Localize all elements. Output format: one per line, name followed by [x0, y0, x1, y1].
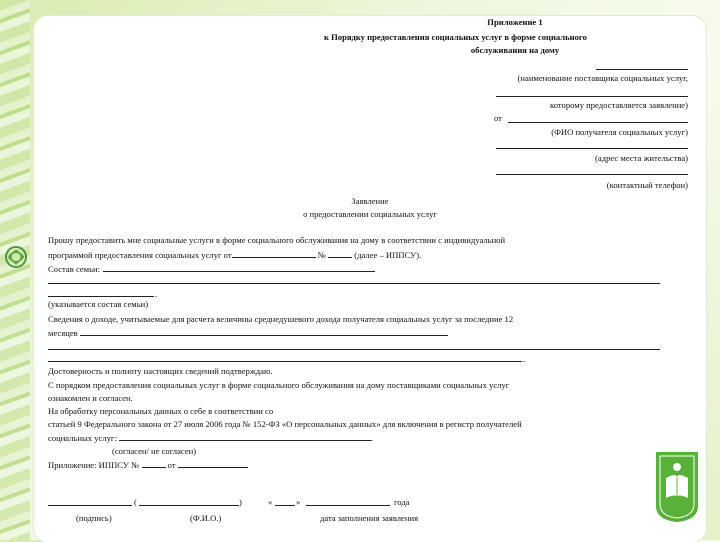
consent-line: социальных услуг: . [48, 433, 373, 443]
attachment-number-field[interactable] [142, 459, 166, 468]
personal-data-statement: На обработку персональных данных о себе в соответствии со [48, 406, 274, 416]
program-number-field[interactable] [328, 249, 352, 258]
date-caption: дата заполнения заявления [320, 513, 419, 523]
appendix-subheading-2: обслуживания на дому [470, 45, 560, 55]
appendix-subheading: к Порядку предоставления социальных услуг в форме социального [324, 32, 587, 42]
family-field-line-3[interactable] [48, 296, 154, 297]
income-field[interactable] [80, 327, 448, 336]
attachment-line [48, 459, 248, 470]
fio-caption: (ФИО получателя социальных услуг) [551, 127, 688, 137]
family-label: Состав семьи: [48, 264, 101, 274]
familiarity-statement-2: ознакомлен и согласен. [48, 393, 133, 403]
document-page [34, 16, 706, 542]
consent-field[interactable] [119, 432, 371, 441]
family-line [48, 263, 375, 274]
date-open-quote: « [268, 497, 273, 507]
income-line [48, 327, 448, 338]
phone-field-line[interactable] [496, 174, 688, 175]
income-field-line-3[interactable] [48, 361, 522, 362]
program-date-field[interactable] [232, 249, 316, 258]
confirm-statement: Достоверность и полноту настоящих сведений подтверждаю. [48, 366, 273, 376]
fio-short-caption: (Ф.И.О.) [190, 513, 222, 523]
request-paragraph: Прошу предоставить мне социальные услуги в форме социального обслуживания на дому в соответствии с индивидуальной [48, 235, 506, 245]
income-months-label: месяцев [48, 328, 78, 338]
methodical-center-logo-icon [648, 448, 706, 524]
attachment-date-field[interactable] [178, 459, 248, 468]
income-field-line-2[interactable] [48, 349, 660, 350]
family-period: . [155, 289, 158, 299]
document-title: Заявление [351, 196, 389, 206]
applicant-field-line[interactable] [508, 122, 688, 123]
date-day-field[interactable] [275, 505, 295, 506]
signature-field[interactable] [48, 505, 132, 506]
document-subtitle: о предоставлении социальных услуг [303, 209, 437, 219]
fio-open-paren: ( [134, 497, 137, 507]
date-close-quote: » [296, 497, 301, 507]
year-word: года [394, 497, 410, 507]
phone-caption: (контактный телефон) [606, 180, 688, 190]
signer-fio-field[interactable] [139, 505, 239, 506]
provider-caption: (наименование поставщика социальных услуг, [517, 73, 688, 83]
request-paragraph-2 [48, 249, 421, 260]
income-paragraph: Сведения о доходе, учитываемые для расчета величины среднедушевого дохода получателя социальных услуг за последние 12 [48, 314, 514, 324]
address-caption: (адрес места жительства) [595, 153, 688, 163]
consent-label: социальных услуг: [48, 433, 117, 443]
appendix-heading: Приложение 1 [487, 17, 543, 27]
provider-field-line[interactable] [596, 69, 688, 70]
attachment-label: Приложение: ИППСУ № [48, 460, 140, 470]
date-month-field[interactable] [306, 505, 390, 506]
number-sign: № [317, 250, 326, 260]
provider-caption-2: которому предоставляется заявление) [549, 100, 688, 110]
decorative-ribbon [0, 0, 30, 540]
address-field-line[interactable] [496, 148, 688, 149]
attachment-from-label: от [167, 460, 176, 470]
fio-close-paren: ) [239, 497, 242, 507]
celtic-knot-icon [3, 244, 29, 270]
signature-caption: (подпись) [76, 513, 112, 523]
consent-caption: (согласен/ не согласен) [112, 446, 197, 456]
family-field[interactable] [103, 263, 375, 272]
program-label: программой предоставления социальных услуг от [48, 250, 232, 260]
family-field-line-2[interactable] [48, 283, 660, 284]
abbreviation-note: (далее – ИППСУ). [354, 250, 422, 260]
familiarity-statement: С порядком предоставления социальных услуг в форме социального обслуживания на дому поставщиками социальных услуг [48, 380, 510, 390]
personal-data-statement-2: статьей 9 Федерального закона от 27 июля 2006 года № 152-ФЗ «О персональных данных» для включения в регистр получателей [48, 419, 522, 429]
income-period: . [523, 354, 526, 364]
family-caption: (указывается состав семьи) [48, 299, 149, 309]
from-label: от [494, 113, 502, 123]
provider-field-line-2[interactable] [496, 96, 688, 97]
